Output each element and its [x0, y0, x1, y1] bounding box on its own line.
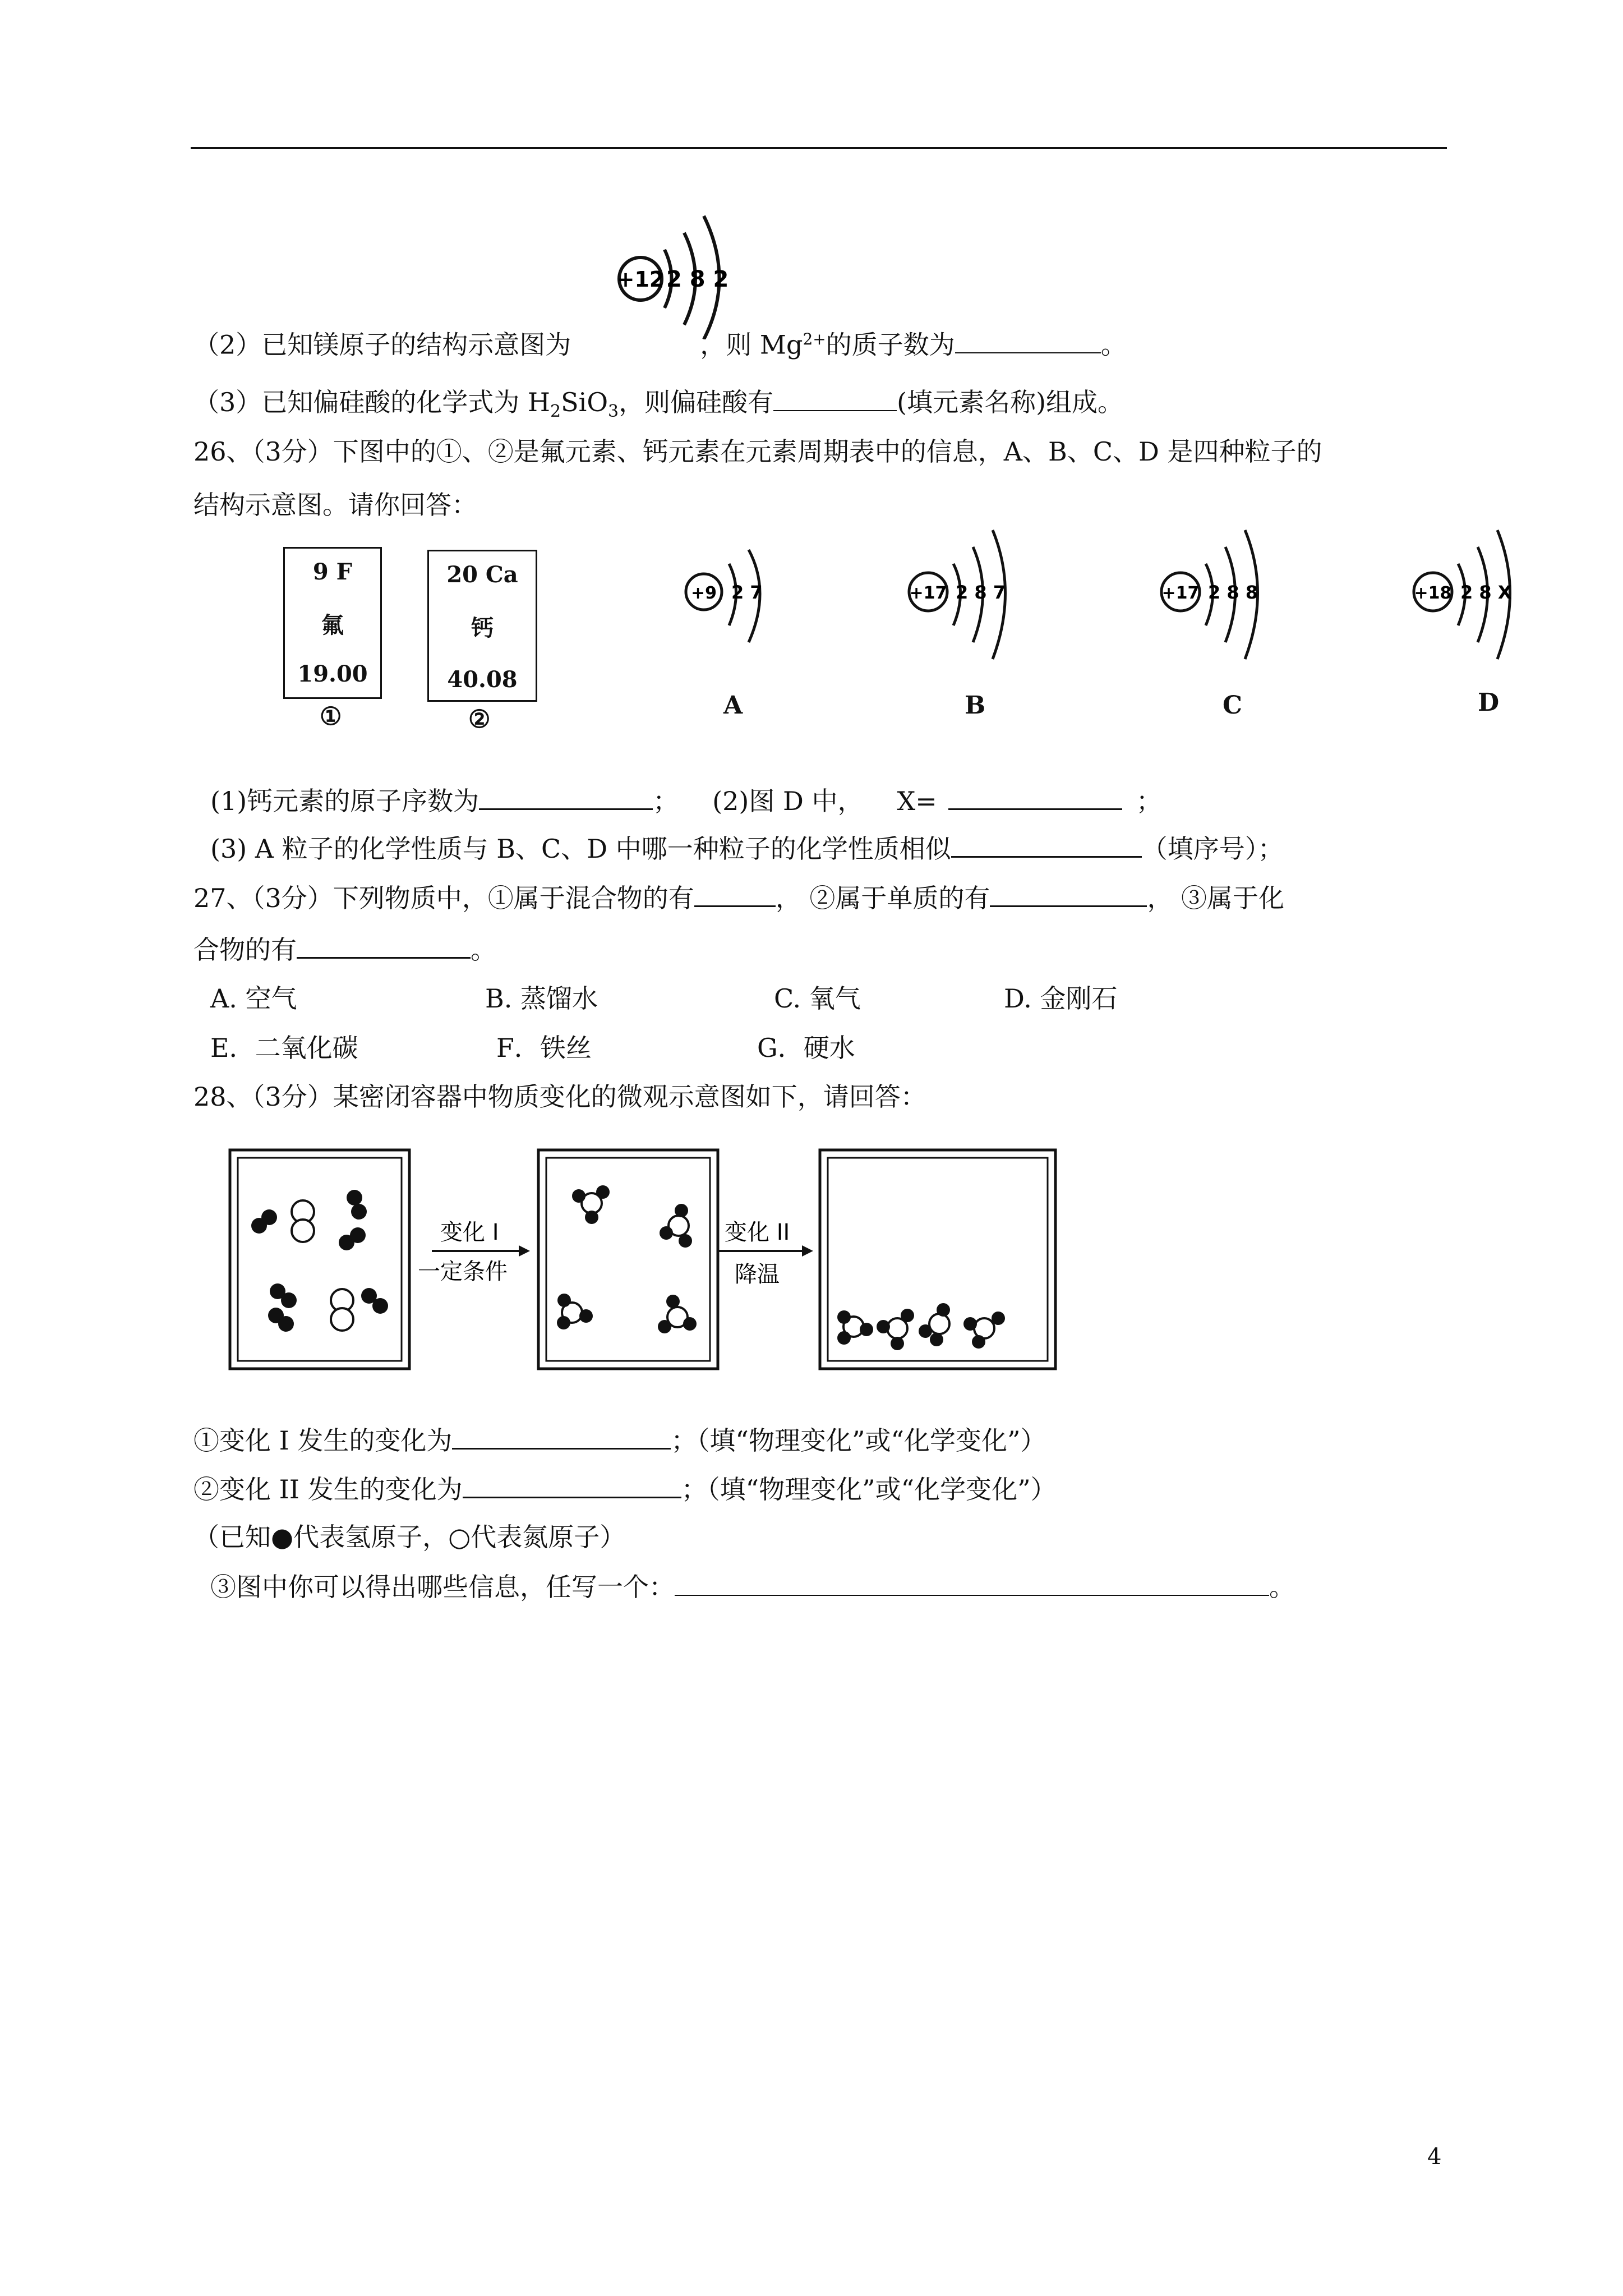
q28-item1: ①变化 I 发生的变化为 ；（填“物理变化”或“化学变化”） [193, 1422, 1046, 1457]
nh3-liquid-molecules [837, 1303, 1005, 1350]
mg-proton-answer-blank[interactable] [955, 326, 1101, 353]
h2-molecules [251, 1190, 388, 1332]
atom-diagram-b [897, 519, 1066, 665]
atom-label-c: C [1223, 691, 1243, 720]
q27-option-c: C. 氧气 [774, 983, 861, 1014]
atom-label-d: D [1478, 688, 1500, 717]
mg-nucleus-label: +12 [616, 267, 665, 292]
page-number: 4 [1427, 2144, 1442, 2170]
element-box-fluorine-label: ① [320, 702, 342, 731]
q28-stem: 28、（3分）某密闭容器中物质变化的微观示意图如下，请回答： [193, 1082, 926, 1112]
atom-label-b: B [965, 691, 986, 720]
change2-type-blank[interactable] [463, 1471, 681, 1498]
q26-question-3: (3) A 粒子的化学性质与 B、C、D 中哪一种粒子的化学性质相似 （填序号）； [210, 830, 1284, 866]
similar-particle-blank[interactable] [951, 830, 1142, 858]
q27-option-a: A. 空气 [210, 983, 297, 1014]
q26-stem-line2: 结构示意图。请你回答： [193, 490, 477, 520]
svg-text:变化 I: 变化 I [440, 1220, 499, 1245]
svg-text:+17: +17 [909, 583, 947, 603]
q26-questions-1-2: (1)钙元素的原子序数为 ； (2)图 D 中， X= ； [210, 783, 1162, 818]
n2-molecules [292, 1200, 353, 1331]
atom-diagram-a [673, 547, 830, 682]
atom-diagram-d [1402, 519, 1570, 665]
q25-item3: （3）已知偏硅酸的化学式为 $H_2SiO_3$，则偏硅酸有 (填元素名称)组成。 [193, 384, 1123, 429]
svg-text:+9: +9 [690, 583, 717, 603]
mg-shell-labels: 2 8 2 [666, 266, 729, 292]
q27-option-b: B. 蒸馏水 [485, 983, 598, 1014]
element-box-calcium: 20 Ca 钙 40.08 [427, 550, 537, 702]
svg-text:2 8 8: 2 8 8 [1208, 582, 1258, 603]
element-box-calcium-label: ② [468, 705, 491, 734]
q27-option-f: F．铁丝 [496, 1033, 592, 1063]
q27-line2: 合物的有 。 [193, 931, 496, 967]
q27-line1: 27、（3分）下列物质中，①属于混合物的有 ， ②属于单质的有 ， ③属于化 [193, 880, 1284, 915]
q27-option-g: G．硬水 [757, 1033, 855, 1063]
svg-text:降温: 降温 [735, 1262, 780, 1287]
svg-text:+18: +18 [1414, 583, 1452, 603]
q27-option-d: D. 金刚石 [1004, 983, 1118, 1014]
nh3-molecules-box2 [557, 1185, 697, 1333]
element-box-fluorine: 9 F 氟 19.00 [283, 547, 382, 699]
q25-item2: （2）已知镁原子的结构示意图为 ，则 $Mg^{2+}$的质子数为 。 [193, 323, 1127, 361]
q28-item2: ②变化 II 发生的变化为 ；（填“物理变化”或“化学变化”） [193, 1471, 1057, 1506]
mixture-answer-blank[interactable] [694, 880, 776, 907]
q27-option-e: E．二氧化碳 [210, 1033, 358, 1063]
compound-answer-blank[interactable] [297, 931, 471, 959]
header-rule [191, 147, 1447, 149]
info-answer-blank[interactable] [675, 1569, 1269, 1596]
atom-diagram-c [1150, 519, 1318, 665]
svg-text:2 7: 2 7 [731, 582, 763, 603]
svg-text:一定条件: 一定条件 [418, 1259, 508, 1285]
svg-text:2 8 X: 2 8 X [1460, 582, 1512, 603]
q26-stem-line1: 26、（3分）下图中的①、②是氟元素、钙元素在元素周期表中的信息，A、B、C、D 是四种粒子的 [193, 436, 1322, 467]
x-value-blank[interactable] [948, 783, 1122, 810]
container-1 [230, 1150, 409, 1369]
container-2 [538, 1150, 718, 1369]
change1-type-blank[interactable] [452, 1422, 671, 1450]
q28-micro-diagram [224, 1144, 1066, 1380]
mg-atom-diagram [611, 205, 746, 339]
element-substance-answer-blank[interactable] [990, 880, 1147, 907]
q28-note: （已知●代表氢原子，○代表氮原子） [193, 1522, 626, 1552]
calcium-atomic-number-blank[interactable] [479, 783, 653, 810]
svg-text:+17: +17 [1161, 583, 1200, 603]
q28-item3: ③图中你可以得出哪些信息，任写一个： 。 [210, 1569, 1295, 1604]
atom-label-a: A [723, 691, 743, 720]
silicic-acid-elements-blank[interactable] [773, 384, 897, 411]
svg-text:变化 II: 变化 II [725, 1220, 790, 1245]
svg-text:2 8 7: 2 8 7 [956, 582, 1006, 603]
